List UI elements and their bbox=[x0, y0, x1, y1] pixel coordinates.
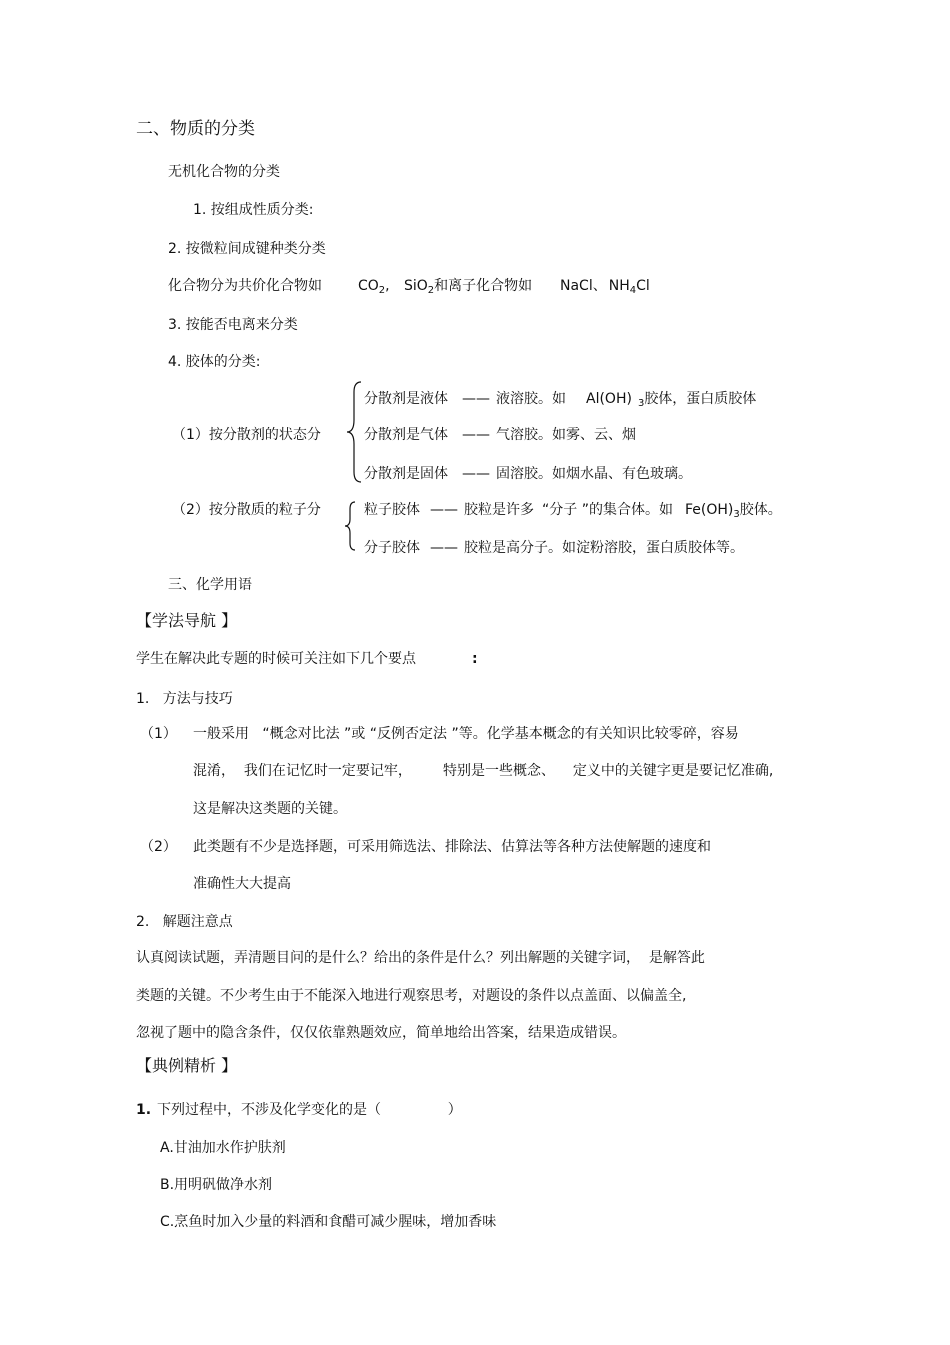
method-2-title: 2. 解题注意点 bbox=[136, 914, 233, 930]
sio2-formula: SiO$_2$和离子化合物如 bbox=[404, 278, 533, 296]
by-state-label: （1）按分散剂的状态分 bbox=[172, 427, 321, 443]
method-2-line2: 类题的关键。不少考生由于不能深入地进行观察思考，对题设的条件以点盖面、以偏盖全, bbox=[136, 988, 687, 1004]
methods-intro-colon: : bbox=[472, 651, 478, 667]
method-2-line1: 认真阅读试题，弄清题目问的是什么？给出的条件是什么？列出解题的关键字词， 是解答此 bbox=[136, 950, 705, 966]
molecule-colloid-row: 分子胶体 —— 胶粒是高分子。如淀粉溶胶，蛋白质胶体等。 bbox=[364, 540, 744, 556]
method-1-1-num: （1） bbox=[140, 726, 177, 742]
method-1-2-line1: 此类题有不少是选择题，可采用筛选法、排除法、估算法等各种方法使解题的速度和 bbox=[193, 839, 711, 855]
section3-title: 三、化学用语 bbox=[168, 577, 252, 593]
co2-formula: $CO_2$, bbox=[358, 278, 390, 296]
method-1-2-num: （2） bbox=[140, 839, 177, 855]
question-1-number: 1. bbox=[136, 1102, 152, 1118]
method-1-1-line1: 一般采用 “概念对比法 ”或 “反例否定法 ”等。化学基本概念的有关知识比较零碎，容易 bbox=[193, 726, 739, 742]
method-1-2-line2: 准确性大大提高 bbox=[193, 876, 291, 892]
brace-state bbox=[344, 380, 364, 484]
ionic-formulas: NaCl、 $NH_4Cl$ bbox=[560, 278, 650, 296]
by-particle-label: （2）按分散质的粒子分 bbox=[172, 502, 321, 518]
methods-intro: 学生在解决此专题的时候可关注如下几个要点 bbox=[136, 651, 416, 667]
subsection-title: 无机化合物的分类 bbox=[168, 164, 280, 180]
state-liquid-row: 分散剂是液体 —— 液溶胶。如 Al(OH) $_3$胶体，蛋白质胶体 bbox=[364, 391, 757, 409]
section-title: 二、物质的分类 bbox=[136, 119, 255, 139]
brace-particle bbox=[342, 500, 358, 552]
classification-item-2: 2. 按微粒间成键种类分类 bbox=[168, 241, 326, 257]
option-b: B.用明矾做净水剂 bbox=[160, 1177, 273, 1193]
method-1-1-line2: 混淆， 我们在记忆时一定要记牢， 特别是一些概念、 定义中的关键字更是要记忆准确, bbox=[193, 763, 774, 779]
question-1-text: 下列过程中，不涉及化学变化的是（ ） bbox=[157, 1102, 462, 1118]
option-a: A.甘油加水作护肤剂 bbox=[160, 1140, 286, 1156]
state-gas-row: 分散剂是气体 —— 气溶胶。如雾、云、烟 bbox=[364, 427, 636, 443]
classification-item-4: 4. 胶体的分类: bbox=[168, 354, 261, 370]
compound-line bbox=[168, 277, 322, 295]
particle-colloid-row: 粒子胶体 —— 胶粒是许多 “分子 ”的集合体。如 $Fe(OH)_3$胶体。 bbox=[364, 502, 782, 520]
methods-heading: 【学法导航 】 bbox=[136, 611, 238, 630]
method-1-1-line3: 这是解决这类题的关键。 bbox=[193, 801, 347, 817]
state-solid-row: 分散剂是固体 —— 固溶胶。如烟水晶、有色玻璃。 bbox=[364, 466, 692, 482]
method-1-title: 1. 方法与技巧 bbox=[136, 691, 233, 707]
classification-item-3: 3. 按能否电离来分类 bbox=[168, 317, 298, 333]
compound-prefix: 化合物分为共价化合物如 bbox=[168, 278, 322, 294]
classification-item-1: 1. 按组成性质分类: bbox=[193, 202, 314, 218]
method-2-line3: 忽视了题中的隐含条件，仅仅依靠熟题效应，简单地给出答案，结果造成错误。 bbox=[136, 1025, 626, 1041]
option-c: C.烹鱼时加入少量的料酒和食醋可减少腥味，增加香味 bbox=[160, 1214, 497, 1230]
examples-heading: 【典例精析 】 bbox=[136, 1056, 238, 1075]
